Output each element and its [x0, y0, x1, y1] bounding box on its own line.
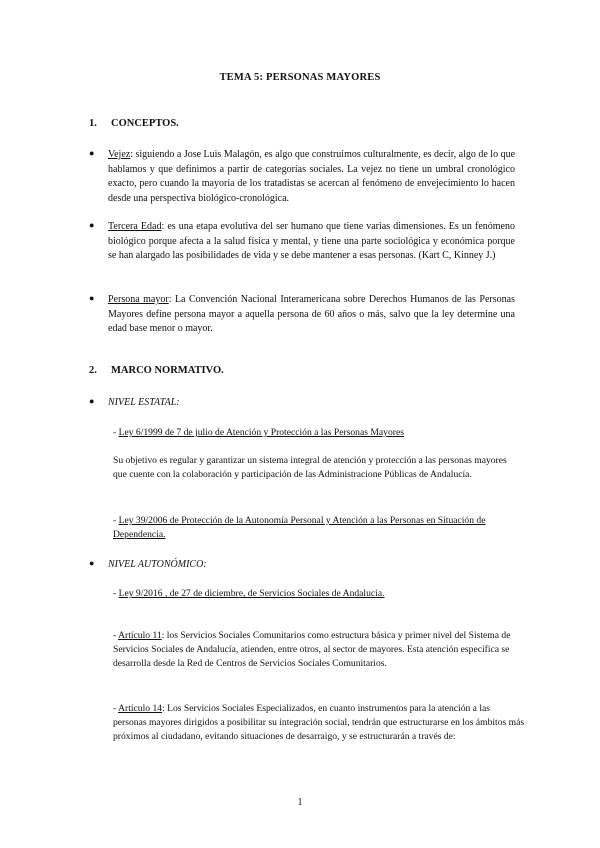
nivel-autonomico-label: NIVEL AUTONÓMICO:	[108, 559, 207, 570]
page-title: TEMA 5: PERSONAS MAYORES	[219, 72, 381, 83]
concept-item-persona-mayor	[89, 293, 515, 337]
section-heading-marco-normativo	[89, 365, 224, 376]
nivel-estatal	[89, 396, 515, 411]
section-number: 1.	[89, 118, 97, 129]
nivel-estatal-label: NIVEL ESTATAL:	[108, 397, 180, 408]
concept-term: Persona mayor	[108, 294, 169, 305]
ley-title: Ley 9/2016 , de 27 de diciembre, de Servicios Sociales de Andalucía.	[118, 588, 385, 599]
section-number: 2.	[89, 365, 97, 376]
articulo-text: : Los Servicios Sociales Especializados, en cuanto instrumentos para la atención a las personas mayores dirigidos a posibilitar su integración social, tendrán que estructurarse en los ámbitos más próximos al ciudadano, evitando situaciones de desarraigo, y se estructurarán a través de:	[113, 703, 525, 742]
bullet-icon: ●	[89, 148, 95, 158]
section-title: CONCEPTOS.	[111, 118, 179, 129]
ley-title: Ley 39/2006 de Protección de la Autonomía Personal y Atención a las Personas en Situación de Dependencia.	[113, 515, 486, 540]
concept-item-vejez	[89, 148, 515, 206]
bullet-icon: ●	[89, 220, 95, 230]
articulo-label: Artículo 14	[118, 703, 163, 714]
articulo-14: - Artículo 14: Los Servicios Sociales Especializados, en cuanto instrumentos para la atención a las personas mayores dirigidos a posibilitar su integración social, tendrán que estructurarse en los ámbitos más próximos al ciudadano, evitando situaciones de desarraigo, y se estructurarán a través de:	[113, 703, 525, 742]
section-heading-conceptos	[89, 118, 179, 129]
articulo-text: : los Servicios Sociales Comunitarios como estructura básica y primer nivel del Sistema de Servicios Sociales de Andalucía, atienden, entre otros, al sector de mayores. Esta atención específica se desarrolla desde la Red de Centros de Servicios Sociales Comunitarios.	[113, 630, 511, 669]
nivel-autonomico	[89, 558, 515, 573]
articulo-label: Artículo 11	[118, 630, 162, 641]
concept-text: : es una etapa evolutiva del ser humano que tiene varias dimensiones. Es un fenómeno biológico porque afecta a la salud física y mental, y tiene una parte sociológica y económica porque se han alargado las posibilidades de vida y se debe mantener a esas personas. (Kart C, Kinney J.)	[108, 221, 515, 261]
concept-item-tercera-edad	[89, 220, 515, 264]
ley-title: Ley 6/1999 de 7 de julio de Atención y Protección a las Personas Mayores	[118, 427, 404, 438]
ley-6-1999-description: Su objetivo es regular y garantizar un sistema integral de atención y protección a las personas mayores que cuente con la colaboración y participación de las Administracione Públicas de Andalucía.	[113, 455, 507, 480]
ley-6-1999: - Ley 6/1999 de 7 de julio de Atención y Protección a las Personas Mayores	[113, 427, 404, 438]
concept-term: Tercera Edad	[108, 221, 162, 232]
bullet-icon: ●	[89, 558, 95, 568]
concept-term: Vejez	[108, 149, 131, 160]
section-title: MARCO NORMATIVO.	[111, 365, 224, 376]
page-number: 1	[297, 797, 303, 808]
bullet-icon: ●	[89, 396, 95, 406]
concept-text: : La Convención Nacional Interamericana sobre Derechos Humanos de las Personas Mayores define persona mayor a aquella persona de 60 años o más, salvo que la ley determine una edad base menor o mayor.	[108, 294, 515, 334]
bullet-icon: ●	[89, 293, 95, 303]
ley-39-2006: - Ley 39/2006 de Protección de la Autonomía Personal y Atención a las Personas en Situación de Dependencia.	[113, 515, 486, 540]
articulo-11: - Artículo 11: los Servicios Sociales Comunitarios como estructura básica y primer nivel del Sistema de Servicios Sociales de Andalucía, atienden, entre otros, al sector de mayores. Esta atención específica se desarrolla desde la Red de Centros de Servicios Sociales Comunitarios.	[113, 630, 511, 669]
concept-text: : siguiendo a Jose Luis Malagón, es algo que construimos culturalmente, es decir, algo de lo que hablamos y que definimos a partir de categorías sociales. La vejez no tiene un umbral cronológico exacto, pero cuando la mayoría de los tratadistas se acercan al fenómeno de envejecimiento lo hacen desde una perspectiva biológico-cronológica.	[108, 149, 516, 204]
ley-9-2016: - Ley 9/2016 , de 27 de diciembre, de Servicios Sociales de Andalucía.	[113, 588, 385, 599]
